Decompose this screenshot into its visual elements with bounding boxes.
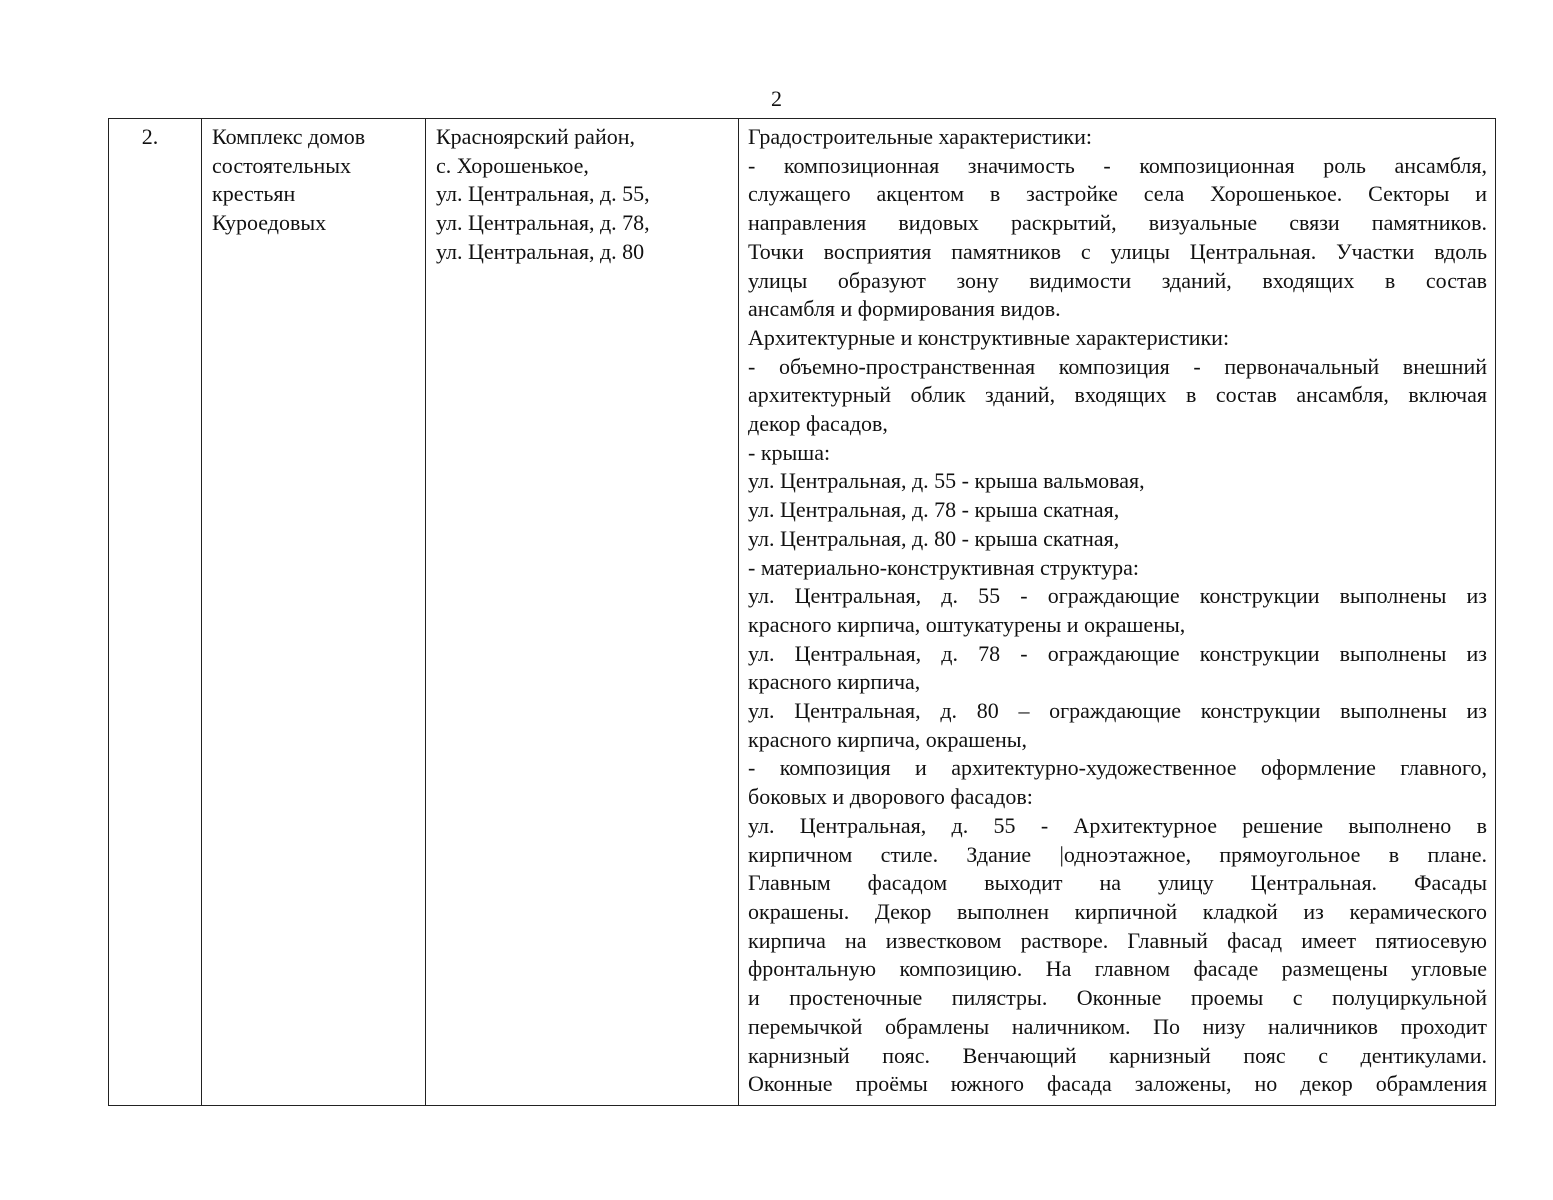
object-name-line: состоятельных: [212, 152, 352, 178]
description-line: - крыша:: [748, 439, 831, 465]
description-line: ул. Центральная, д. 80 – ограждающие конструкции выполнены из: [748, 698, 1487, 724]
description-line: кирпичном стиле. Здание |одноэтажное, прямоугольное в плане.: [748, 841, 1487, 867]
description-line: красного кирпича, окрашены,: [748, 726, 1028, 752]
object-name-cell: [202, 119, 426, 1105]
address-line: ул. Центральная, д. 80: [436, 238, 645, 264]
description-cell: [739, 119, 1495, 1105]
description-line: ул. Центральная, д. 78 - ограждающие конструкции выполнены из: [748, 640, 1487, 666]
description-line: архитектурный облик зданий, входящих в состав ансамбля, включая: [748, 382, 1487, 408]
description-line: карнизный пояс. Венчающий карнизный пояс с дентикулами.: [748, 1042, 1487, 1068]
description-line: красного кирпича,: [748, 669, 921, 695]
row-number: 2.: [141, 124, 159, 149]
description-line: направления видовых раскрытий, визуальные связи памятников.: [748, 210, 1487, 236]
description-line: и простеночные пилястры. Оконные проемы с полуциркульной: [748, 985, 1487, 1011]
address-line: с. Хорошенькое,: [436, 152, 589, 178]
address-line: Красноярский район,: [436, 124, 635, 149]
address-line: ул. Центральная, д. 78,: [436, 210, 650, 236]
description-line: ул. Центральная, д. 55 - крыша вальмовая,: [748, 468, 1145, 494]
description-line: - композиционная значимость - композиционная роль ансамбля,: [748, 152, 1487, 178]
description-line: Оконные проёмы южного фасада заложены, но декор обрамления: [748, 1071, 1487, 1097]
description-line: кирпича на известковом растворе. Главный фасад имеет пятиосевую: [748, 927, 1487, 953]
description-line: боковых и дворового фасадов:: [748, 784, 1033, 810]
object-name-line: Комплекс домов: [212, 124, 366, 149]
description-line: декор фасадов,: [748, 411, 888, 437]
description-line: Главным фасадом выходит на улицу Центральная. Фасады: [748, 870, 1487, 896]
description-line: красного кирпича, оштукатурены и окрашены,: [748, 611, 1186, 637]
address-cell: [426, 119, 739, 1105]
description-line: Архитектурные и конструктивные характеристики:: [748, 324, 1230, 350]
description-line: фронтальную композицию. На главном фасаде размещены угловые: [748, 956, 1487, 982]
description-line: - композиция и архитектурно-художественное оформление главного,: [748, 755, 1487, 781]
page-number: 2: [771, 86, 782, 111]
monument-table: [108, 118, 1496, 1106]
description-line: служащего акцентом в застройке села Хорошенькое. Секторы и: [748, 181, 1487, 207]
object-name-line: Куроедовых: [212, 210, 327, 236]
description-line: ансамбля и формирования видов.: [748, 296, 1061, 322]
description-line: Точки восприятия памятников с улицы Центральная. Участки вдоль: [748, 238, 1487, 264]
description-line: перемычкой обрамлены наличником. По низу наличников проходит: [748, 1013, 1487, 1039]
object-name-line: крестьян: [212, 181, 296, 207]
description-line: ул. Центральная, д. 80 - крыша скатная,: [748, 525, 1120, 551]
description-line: ул. Центральная, д. 78 - крыша скатная,: [748, 497, 1120, 523]
description-line: ул. Центральная, д. 55 - ограждающие конструкции выполнены из: [748, 583, 1487, 609]
description-line: - объемно-пространственная композиция - первоначальный внешний: [748, 353, 1487, 379]
address-line: ул. Центральная, д. 55,: [436, 181, 650, 207]
row-number-cell: [109, 119, 202, 1105]
description-line: ул. Центральная, д. 55 - Архитектурное решение выполнено в: [748, 812, 1487, 838]
description-line: Градостроительные характеристики:: [748, 124, 1092, 149]
description-line: - материально-конструктивная структура:: [748, 554, 1140, 580]
description-line: окрашены. Декор выполнен кирпичной кладкой из керамического: [748, 898, 1487, 924]
description-line: улицы образуют зону видимости зданий, входящих в состав: [748, 267, 1487, 293]
